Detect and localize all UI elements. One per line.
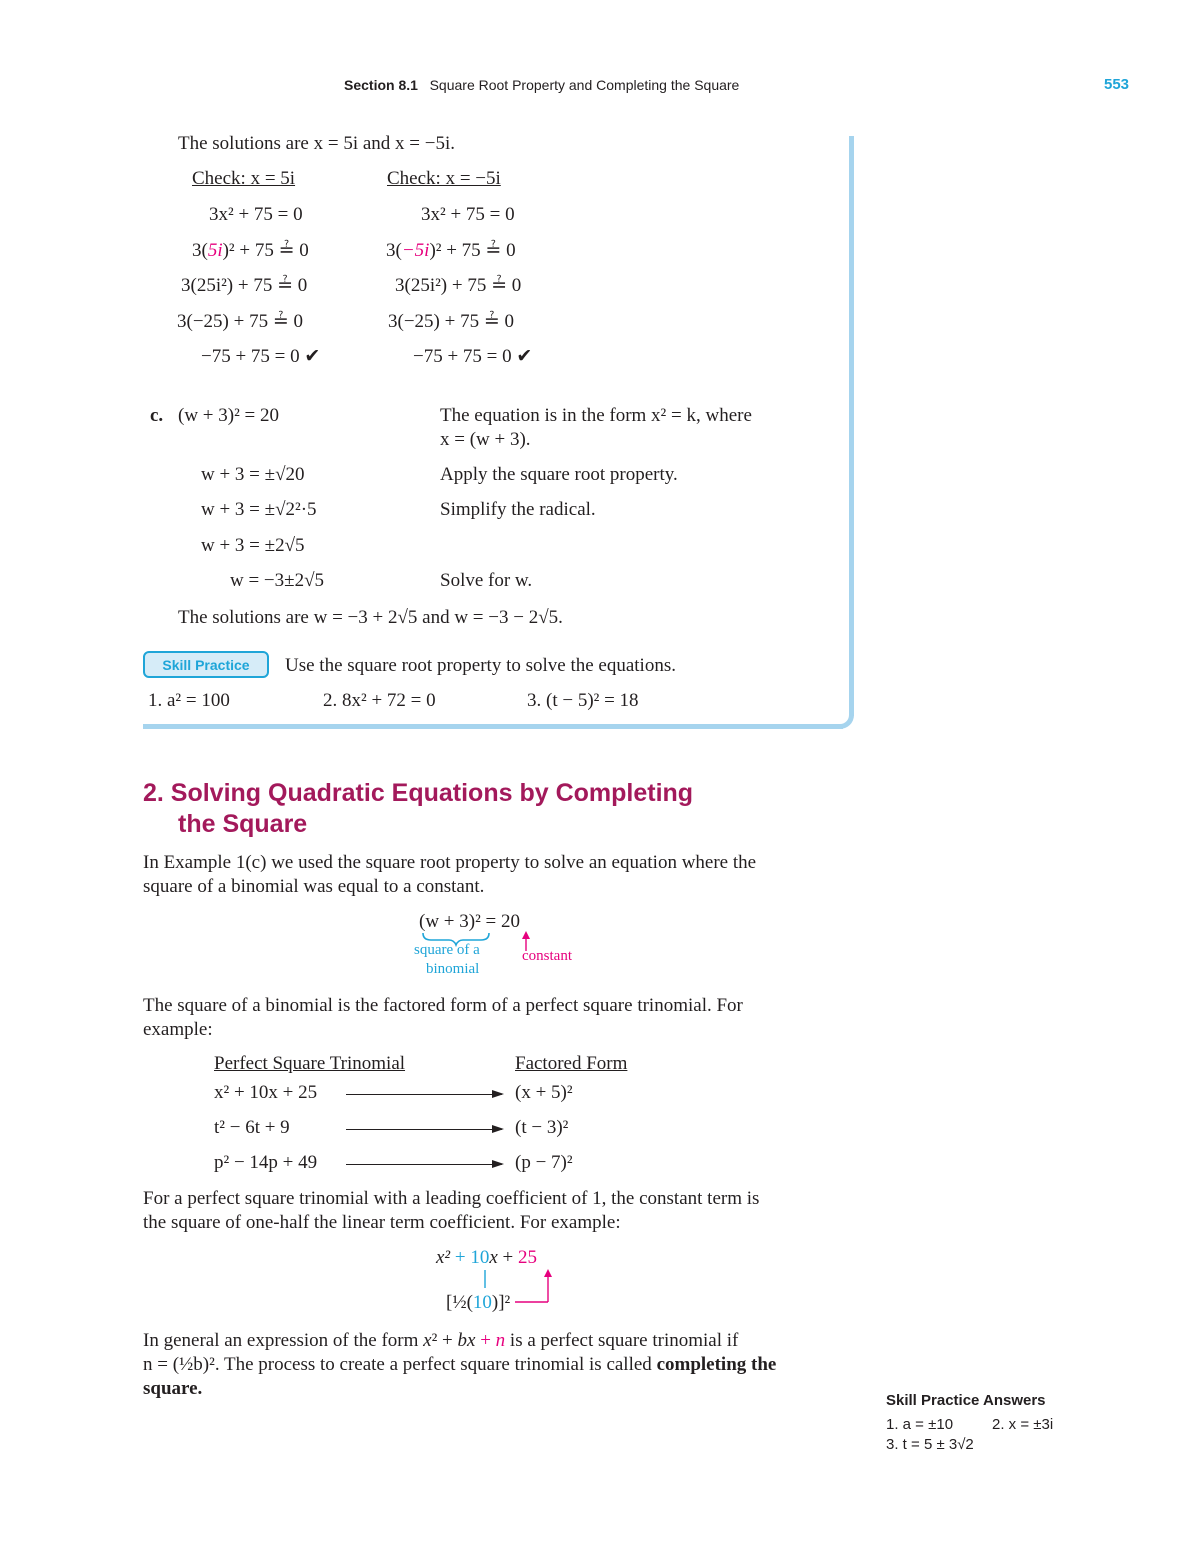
skill-practice-instruction: Use the square root property to solve the equations. — [285, 655, 676, 676]
arrow-head — [492, 1125, 504, 1133]
part-c-step-eq: (w + 3)² = 20 — [178, 405, 280, 426]
section-heading-cont: the Square — [178, 810, 308, 838]
answers-title: Skill Practice Answers — [886, 1392, 1046, 1409]
table-row-factored: (p − 7)² — [515, 1152, 573, 1173]
check-left-line: 3(25i²) + 75 ≟ 0 — [181, 275, 308, 296]
part-c-step-note: Simplify the radical. — [440, 499, 596, 520]
table-header-factored: Factored Form — [515, 1053, 628, 1074]
check-right-line: −75 + 75 = 0 ✔ — [413, 346, 533, 367]
label-constant: constant — [522, 948, 572, 964]
paragraph-line: The square of a binomial is the factored form of a perfect square trinomial. For — [143, 995, 743, 1016]
check-right-line: 3(−25) + 75 ≟ 0 — [388, 311, 515, 332]
example-box-border-bottom — [143, 724, 843, 729]
skill-practice-problem: 1. a² = 100 — [148, 690, 230, 711]
check-right-label: Check: x = −5i — [387, 168, 501, 189]
solutions-b: The solutions are x = 5i and x = −5i. — [178, 133, 455, 154]
example-expression: x² + 10x + 25 — [436, 1247, 538, 1268]
arrow-line — [346, 1164, 502, 1165]
example-box-border-right — [849, 136, 854, 716]
check-right-line: 3(25i²) + 75 ≟ 0 — [395, 275, 522, 296]
part-c-step-note: The equation is in the form x² = k, where — [440, 405, 752, 426]
check-left-line: −75 + 75 = 0 ✔ — [201, 346, 321, 367]
running-header — [344, 77, 739, 93]
section-label: Section 8.1 — [344, 77, 418, 93]
paragraph-line: the square of one-half the linear term coefficient. For example: — [143, 1212, 621, 1233]
page-number: 553 — [1104, 76, 1130, 93]
paragraph-line: In Example 1(c) we used the square root property to solve an equation where the — [143, 852, 757, 873]
part-c-step-eq: w + 3 = ±√2²·5 — [201, 499, 317, 520]
skill-practice-badge: Skill Practice — [143, 651, 269, 678]
paragraph-line: example: — [143, 1019, 213, 1040]
section-title: Square Root Property and Completing the Square — [429, 77, 740, 93]
part-c-step-eq: w = −3±2√5 — [230, 570, 325, 591]
arrow-line — [346, 1094, 502, 1095]
paragraph-line: n = (½b)². The process to create a perfect square trinomial is called completing the — [143, 1354, 777, 1375]
table-row-trinomial: t² − 6t + 9 — [214, 1117, 290, 1138]
skill-practice-problem: 3. (t − 5)² = 18 — [527, 690, 639, 711]
answer-item: 3. t = 5 ± 3√2 — [886, 1436, 974, 1453]
part-c-step-note: x = (w + 3). — [440, 429, 531, 450]
part-c-solutions: The solutions are w = −3 + 2√5 and w = −3 − 2√5. — [178, 607, 563, 628]
part-c-label: c. — [150, 405, 164, 426]
check-left-line: 3(−25) + 75 ≟ 0 — [177, 311, 304, 332]
paragraph-line: square. — [143, 1378, 203, 1399]
paragraph-line: In general an expression of the form x² + bx + n is a perfect square trinomial if — [143, 1330, 739, 1351]
section-heading: 2. Solving Quadratic Equations by Completing — [143, 779, 694, 807]
check-left-label: Check: x = 5i — [192, 168, 296, 189]
check-right-line: 3(−5i)² + 75 ≟ 0 — [386, 240, 516, 261]
arrow-head — [492, 1160, 504, 1168]
check-left-line: 3(5i)² + 75 ≟ 0 — [192, 240, 309, 261]
check-left-line: 3x² + 75 = 0 — [209, 204, 303, 225]
label-binomial: binomial — [426, 961, 480, 977]
label-square-of-binomial: square of a — [414, 942, 480, 958]
paragraph-line: square of a binomial was equal to a constant. — [143, 876, 485, 897]
answer-item: 2. x = ±3i — [992, 1416, 1054, 1433]
table-row-trinomial: p² − 14p + 49 — [214, 1152, 318, 1173]
check-right-line: 3x² + 75 = 0 — [421, 204, 515, 225]
skill-practice-problem: 2. 8x² + 72 = 0 — [323, 690, 436, 711]
part-c-step-eq: w + 3 = ±√20 — [201, 464, 305, 485]
part-c-step-note: Apply the square root property. — [440, 464, 678, 485]
answer-item: 1. a = ±10 — [886, 1416, 954, 1433]
paragraph-line: For a perfect square trinomial with a leading coefficient of 1, the constant term is — [143, 1188, 760, 1209]
half-coefficient: [½(10)]² — [446, 1292, 511, 1313]
table-row-factored: (t − 3)² — [515, 1117, 569, 1138]
arrow-head — [492, 1090, 504, 1098]
display-equation: (w + 3)² = 20 — [419, 911, 521, 932]
table-row-trinomial: x² + 10x + 25 — [214, 1082, 318, 1103]
table-row-factored: (x + 5)² — [515, 1082, 573, 1103]
example-box-corner — [834, 706, 854, 729]
part-c-step-note: Solve for w. — [440, 570, 533, 591]
part-c-step-eq: w + 3 = ±2√5 — [201, 535, 305, 556]
arrow-line — [346, 1129, 502, 1130]
table-header-trinomial: Perfect Square Trinomial — [214, 1053, 406, 1074]
